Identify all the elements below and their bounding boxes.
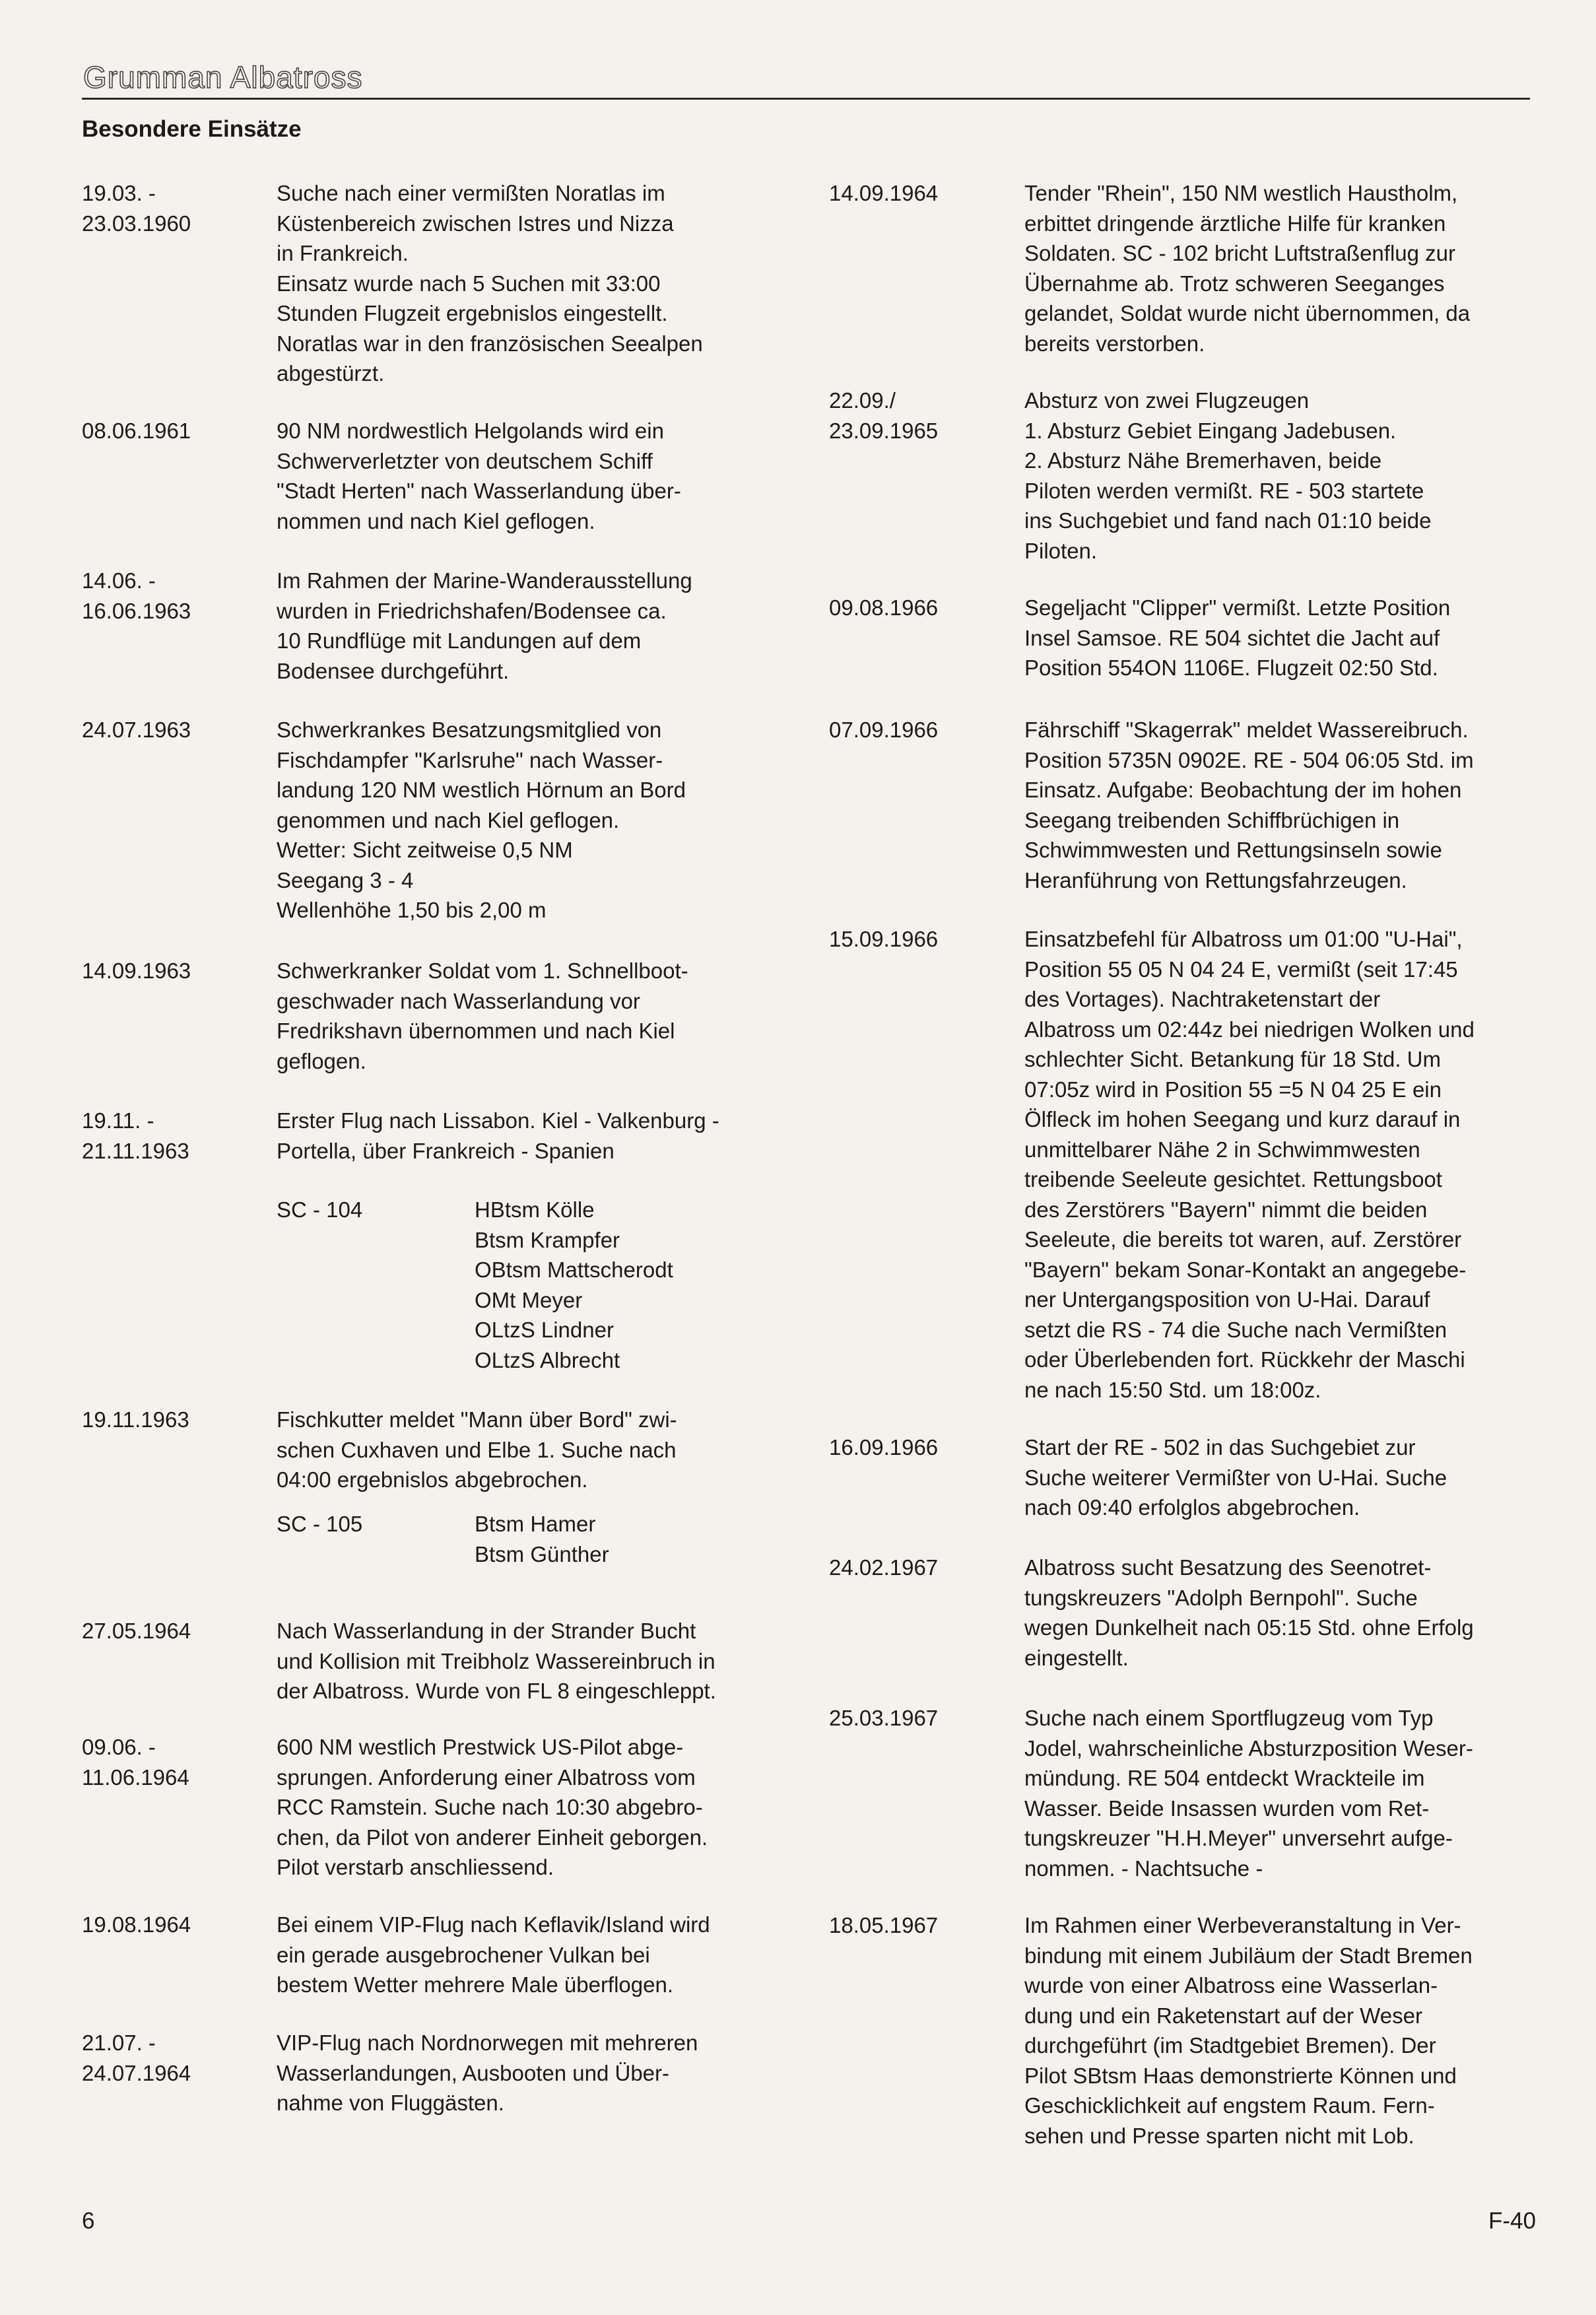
- entry-date: 07.09.1966: [829, 718, 939, 742]
- crew-unit: SC - 105: [277, 1512, 363, 1536]
- crew-name: Btsm Hamer: [475, 1512, 596, 1536]
- crew-row: [277, 1225, 739, 1256]
- entry-text: Absturz von zwei Flugzeugen 1. Absturz Gebiet Eingang Jadebusen. 2. Absturz Nähe Bremerhaven, beide Piloten werden vermißt. RE - 503 startete ins Suchgebiet und fand nach 01:10 beide Piloten.: [1024, 388, 1432, 563]
- entry-date: 25.03.1967: [829, 1706, 939, 1730]
- entry-date: 14.09.1964: [829, 181, 939, 205]
- crew-name: OBtsm Mattscherodt: [475, 1258, 673, 1282]
- crew-name: OLtzS Lindner: [475, 1318, 614, 1342]
- entry-date: 19.08.1964: [82, 1912, 191, 1937]
- crew-name: Btsm Krampfer: [475, 1227, 620, 1252]
- crew-name: OMt Meyer: [475, 1287, 583, 1312]
- entry-date: 24.02.1967: [829, 1555, 939, 1580]
- entry-text: Im Rahmen einer Werbeveranstaltung in Ver- bindung mit einem Jubiläum der Stadt Bremen wurde von einer Albatross eine Wasserlan- dung und ein Raketenstart auf der Weser durchgeführt (im Stadtgebiet Bremen). Der Pilot SBtsm Haas demonstrierte Können und Geschicklichkeit auf engstem Raum. Fern- sehen und Presse sparten nicht mit Lob.: [1024, 1913, 1473, 2148]
- entry-text: VIP-Flug nach Nordnorwegen mit mehreren Wasserlandungen, Ausbooten und Über- nahme von Fluggästen.: [277, 2030, 698, 2115]
- crew-row: [277, 1255, 739, 1285]
- page-header-title: Grumman Albatross: [83, 60, 363, 94]
- crew-unit: SC - 104: [277, 1197, 363, 1222]
- entry-text: Fischkutter meldet "Mann über Bord" zwi- schen Cuxhaven und Elbe 1. Suche nach 04:00 ergebnislos abgebrochen.: [277, 1407, 677, 1492]
- entry-text: Tender "Rhein", 150 NM westlich Haustholm, erbittet dringende ärztliche Hilfe für kranken Soldaten. SC - 102 bricht Luftstraßenflug zur Übernahme ab. Trotz schweren Seeganges gelandet, Soldat wurde nicht übernommen, da bereits verstorben.: [1024, 181, 1471, 356]
- entry-date: 08.06.1961: [82, 419, 191, 443]
- crew-name: Btsm Günther: [475, 1541, 609, 1566]
- page-code: F-40: [1488, 2208, 1536, 2234]
- entry-text: 90 NM nordwestlich Helgolands wird ein Schwerverletzter von deutschem Schiff "Stadt Herten" nach Wasserlandung über- nommen und nach Kiel geflogen.: [277, 419, 681, 533]
- entry-text: Suche nach einem Sportflugzeug vom Typ Jodel, wahrscheinliche Absturzposition Weser- mündung. RE 504 entdeckt Wrackteile im Wasser. Beide Insassen wurden vom Ret- tungskreuzer "H.H.Meyer" unversehrt aufge- nommen. - Nachtsuche -: [1024, 1706, 1473, 1881]
- page-header: [82, 58, 1530, 100]
- crew-row: [277, 1345, 739, 1376]
- section-title: Besondere Einsätze: [82, 116, 302, 142]
- entry-date: 09.06. - 11.06.1964: [82, 1735, 189, 1790]
- crew-name: HBtsm Kölle: [475, 1197, 595, 1222]
- entry-date: 19.11. - 21.11.1963: [82, 1108, 189, 1163]
- entry-text: Start der RE - 502 in das Suchgebiet zur Suche weiterer Vermißter von U-Hai. Suche nach 09:40 erfolglos abgebrochen.: [1024, 1435, 1447, 1520]
- entry-text: 600 NM westlich Prestwick US-Pilot abge- sprungen. Anforderung einer Albatross vom RCC Ramstein. Suche nach 10:30 abgebro- chen, da Pilot von anderer Einheit geborgen. Pilot verstarb anschliessend.: [277, 1735, 708, 1879]
- entry-text: Fährschiff "Skagerrak" meldet Wassereibruch. Position 5735N 0902E. RE - 504 06:05 Std. im Einsatz. Aufgabe: Beobachtung der im hohen Seegang treibenden Schiffbrüchigen in Schwimmwesten und Rettungsinseln sowie Heranführung von Rettungsfahrzeugen.: [1024, 718, 1474, 892]
- crew-row: [277, 1539, 739, 1570]
- entry-text: Schwerkranker Soldat vom 1. Schnellboot- geschwader nach Wasserlandung vor Fredrikshavn übernommen und nach Kiel geflogen.: [277, 958, 688, 1073]
- crew-row: [277, 1315, 739, 1345]
- entry-text: Bei einem VIP-Flug nach Keflavik/Island wird ein gerade ausgebrochener Vulkan bei bestem Wetter mehrere Male überflogen.: [277, 1912, 710, 1997]
- entry-date: 18.05.1967: [829, 1913, 939, 1937]
- crew-row: [277, 1509, 739, 1539]
- entry-text: Erster Flug nach Lissabon. Kiel - Valkenburg - Portella, über Frankreich - Spanien: [277, 1108, 719, 1163]
- entry-date: 09.08.1966: [829, 595, 939, 620]
- entry-text: Suche nach einer vermißten Noratlas im Küstenbereich zwischen Istres und Nizza in Frankreich. Einsatz wurde nach 5 Suchen mit 33:00 Stunden Flugzeit ergebnislos eingestellt. Noratlas war in den französischen Seealpen abgestürzt.: [277, 181, 703, 386]
- entry-date: 19.11.1963: [82, 1407, 189, 1432]
- entry-text: Nach Wasserlandung in der Strander Bucht und Kollision mit Treibholz Wassereinbruch in der Albatross. Wurde von FL 8 eingeschleppt.: [277, 1619, 716, 1703]
- crew-row: [277, 1195, 739, 1225]
- crew-name: OLtzS Albrecht: [475, 1347, 620, 1372]
- crew-list-sc104: [277, 1195, 739, 1375]
- entry-text: Albatross sucht Besatzung des Seenotret- tungskreuzers "Adolph Bernpohl". Suche wegen Dunkelheit nach 05:15 Std. ohne Erfolg eingestellt.: [1024, 1555, 1474, 1670]
- entry-text: Segeljacht "Clipper" vermißt. Letzte Position Insel Samsoe. RE 504 sichtet die Jacht auf Position 554ON 1106E. Flugzeit 02:50 Std.: [1024, 595, 1451, 680]
- crew-row: [277, 1285, 739, 1316]
- entry-text: Schwerkrankes Besatzungsmitglied von Fischdampfer "Karlsruhe" nach Wasser- landung 120 NM westlich Hörnum an Bord genommen und nach Kiel geflogen. Wetter: Sicht zeitweise 0,5 NM Seegang 3 - 4 Wellenhöhe 1,50 bis 2,00 m: [277, 718, 686, 922]
- entry-date: 16.09.1966: [829, 1435, 939, 1459]
- entry-date: 14.06. - 16.06.1963: [82, 568, 191, 623]
- entry-date: 21.07. - 24.07.1964: [82, 2030, 191, 2085]
- entry-date: 19.03. - 23.03.1960: [82, 181, 191, 236]
- entry-text: Im Rahmen der Marine-Wanderausstellung wurden in Friedrichshafen/Bodensee ca. 10 Rundflüge mit Landungen auf dem Bodensee durchgeführt.: [277, 568, 692, 683]
- entry-date: 22.09./ 23.09.1965: [829, 388, 939, 443]
- entry-text: Einsatzbefehl für Albatross um 01:00 "U-Hai", Position 55 05 N 04 24 E, vermißt (seit 17:45 des Vortages). Nachtraketenstart der Albatross um 02:44z bei niedrigen Wolken und schlechter Sicht. Betankung für 18 Std. Um 07:05z wird in Position 55 =5 N 04 25 E ein Ölfleck im hohen Seegang und kurz darauf in unmittelbarer Nähe 2 in Schwimmwesten treibende Seeleute gesichtet. Rettungsboot des Zerstörers "Bayern" nimmt die beiden Seeleute, die bereits tot waren, auf. Zerstörer "Bayern" bekam Sonar-Kontakt an angegebe- ner Untergangsposition von U-Hai. Darauf setzt die RS - 74 die Suche nach Vermißten oder Überlebenden fort. Rückkehr der Maschi ne nach 15:50 Std. um 18:00z.: [1024, 927, 1475, 1402]
- entry-date: 27.05.1964: [82, 1619, 191, 1643]
- crew-list-sc105: [277, 1509, 739, 1569]
- entry-date: 14.09.1963: [82, 958, 191, 983]
- entry-date: 15.09.1966: [829, 927, 939, 951]
- page-number: 6: [82, 2208, 95, 2234]
- entry-date: 24.07.1963: [82, 718, 191, 742]
